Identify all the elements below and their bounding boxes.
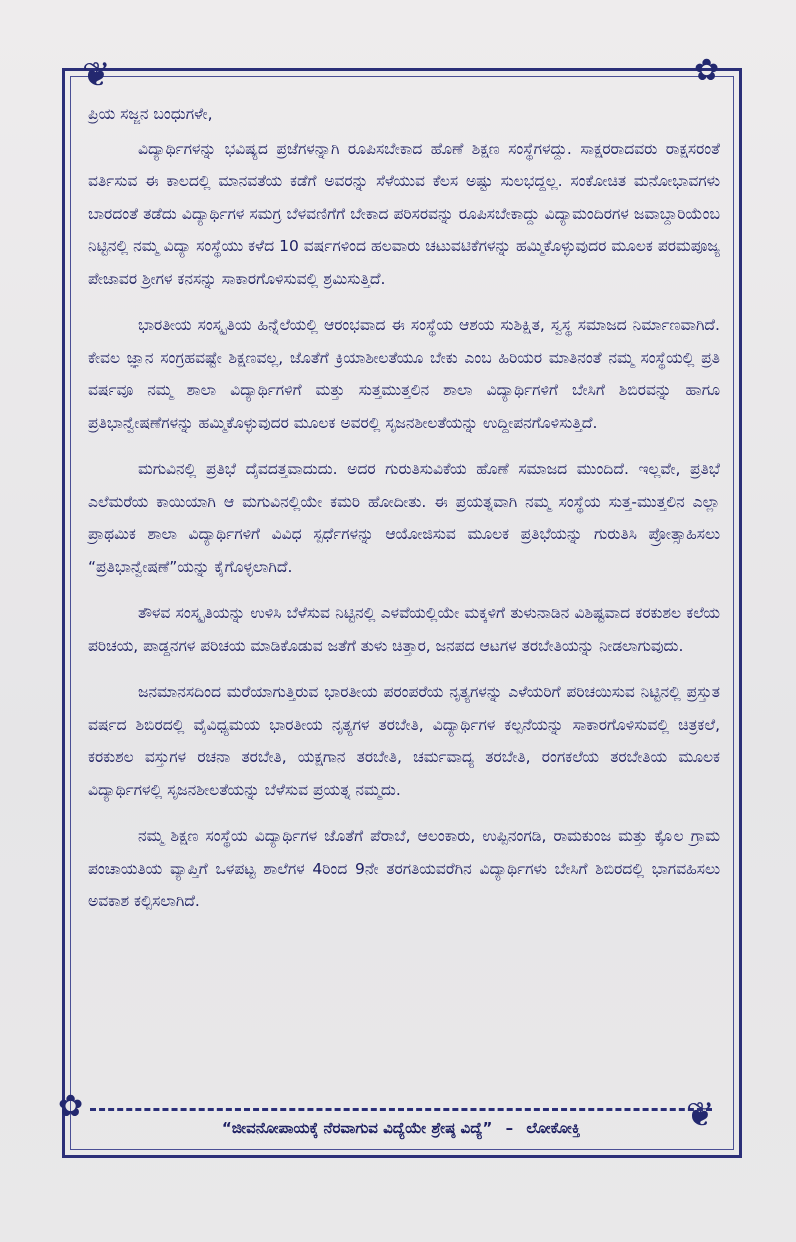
paragraph-6: ನಮ್ಮ ಶಿಕ್ಷಣ ಸಂಸ್ಥೆಯ ವಿದ್ಯಾರ್ಥಿಗಳ ಜೊತೆಗೆ ಪೆರಾಬೆ, ಆಲಂಕಾರು, ಉಪ್ಪಿನಂಗಡಿ, ರಾಮಕುಂಜ ಮತ್ತು ಕೊೖಲ ಗ್ರಾಮ ಪಂಚಾಯತಿಯ ವ್ಯಾಪ್ತಿಗೆ ಒಳಪಟ್ಟ ಶಾಲೆಗಳ 4ರಿಂದ 9ನೇ ತರಗತಿಯವರೆಗಿನ ವಿದ್ಯಾರ್ಥಿಗಳು ಬೇಸಿಗೆ ಶಿಬಿರದಲ್ಲಿ ಭಾಗವಹಿಸಲು ಅವಕಾಶ ಕಲ್ಪಿಸಲಾಗಿದೆ. bbox=[88, 827, 720, 910]
footer-quote: “ಜೀವನೋಪಾಯಕ್ಕೆ ನೆರವಾಗುವ ವಿದ್ಯೆಯೇ ಶ್ರೇಷ್ಠ ವಿದ್ಯೆ” bbox=[221, 1119, 493, 1137]
paragraph-4: ತೌಳವ ಸಂಸ್ಕೃತಿಯನ್ನು ಉಳಿಸಿ ಬೆಳೆಸುವ ನಿಟ್ಟಿನಲ್ಲಿ ಎಳವೆಯಲ್ಲಿಯೇ ಮಕ್ಕಳಿಗೆ ತುಳುನಾಡಿನ ವಿಶಿಷ್ಟವಾದ ಕರಕುಶಲ ಕಲೆಯ ಪರಿಚಯ, ಪಾಡ್ದನಗಳ ಪರಿಚಯ ಮಾಡಿಕೊಡುವ ಜತೆಗೆ ತುಳು ಚಿತ್ತಾರ, ಜನಪದ ಆಟಗಳ ತರಬೇತಿಯನ್ನು ನೀಡಲಾಗುವುದು. bbox=[88, 604, 720, 655]
paragraph-3: ಮಗುವಿನಲ್ಲಿ ಪ್ರತಿಭೆ ದೈವದತ್ತವಾದುದು. ಅದರ ಗುರುತಿಸುವಿಕೆಯ ಹೊಣೆ ಸಮಾಜದ ಮುಂದಿದೆ. ಇಲ್ಲವೇ, ಪ್ರತಿಭೆ ಎಲೆಮರೆಯ ಕಾಯಿಯಾಗಿ ಆ ಮಗುವಿನಲ್ಲಿಯೇ ಕಮರಿ ಹೋದೀತು. ಈ ಪ್ರಯತ್ನವಾಗಿ ನಮ್ಮ ಸಂಸ್ಥೆಯ ಸುತ್ತ-ಮುತ್ತಲಿನ ಎಲ್ಲಾ ಪ್ರಾಥಮಿಕ ಶಾಲಾ ವಿದ್ಯಾರ್ಥಿಗಳಿಗೆ ವಿವಿಧ ಸ್ಪರ್ಧೆಗಳನ್ನು ಆಯೋಜಿಸುವ ಮೂಲಕ ಪ್ರತಿಭೆಯನ್ನು ಗುರುತಿಸಿ ಪ್ರೋತ್ಸಾಹಿಸಲು “ಪ್ರತಿಭಾನ್ವೇಷಣೆ”ಯನ್ನು ಕೈಗೊಳ್ಳಲಾಗಿದೆ. bbox=[88, 460, 720, 576]
paragraph-2: ಭಾರತೀಯ ಸಂಸ್ಕೃತಿಯ ಹಿನ್ನೆಲೆಯಲ್ಲಿ ಆರಂಭವಾದ ಈ ಸಂಸ್ಥೆಯ ಆಶಯ ಸುಶಿಕ್ಷಿತ, ಸ್ವಸ್ಥ ಸಮಾಜದ ನಿರ್ಮಾಣವಾಗಿದೆ. ಕೇವಲ ಜ್ಞಾನ ಸಂಗ್ರಹವಷ್ಟೇ ಶಿಕ್ಷಣವಲ್ಲ, ಜೊತೆಗೆ ಕ್ರಿಯಾಶೀಲತೆಯೂ ಬೇಕು ಎಂಬ ಹಿರಿಯರ ಮಾತಿನಂತೆ ನಮ್ಮ ಸಂಸ್ಥೆಯಲ್ಲಿ ಪ್ರತಿ ವರ್ಷವೂ ನಮ್ಮ ಶಾಲಾ ವಿದ್ಯಾರ್ಥಿಗಳಿಗೆ ಮತ್ತು ಸುತ್ತಮುತ್ತಲಿನ ಶಾಲಾ ವಿದ್ಯಾರ್ಥಿಗಳಿಗೆ ಬೇಸಿಗೆ ಶಿಬಿರವನ್ನು ಹಾಗೂ ಪ್ರತಿಭಾನ್ವೇಷಣೆಗಳನ್ನು ಹಮ್ಮಿಕೊಳ್ಳುವುದರ ಮೂಲಕ ಅವರಲ್ಲಿ ಸೃಜನಶೀಲತೆಯನ್ನು ಉದ್ದೀಪನಗೊಳಿಸುತ್ತಿದೆ. bbox=[88, 316, 720, 432]
salutation: ಪ್ರಿಯ ಸಜ್ಜನ ಬಂಧುಗಳೇ, bbox=[88, 105, 213, 123]
floral-corner-ornament-icon: ❦ bbox=[686, 1095, 715, 1135]
floral-corner-ornament-icon: ❦ bbox=[82, 55, 111, 95]
paragraph-1: ವಿದ್ಯಾರ್ಥಿಗಳನ್ನು ಭವಿಷ್ಯದ ಪ್ರಜೆಗಳನ್ನಾಗಿ ರೂಪಿಸಬೇಕಾದ ಹೊಣೆ ಶಿಕ್ಷಣ ಸಂಸ್ಥೆಗಳದ್ದು. ಸಾಕ್ಷರರಾದವರು ರಾಕ್ಷಸರಂತೆ ವರ್ತಿಸುವ ಈ ಕಾಲದಲ್ಲಿ ಮಾನವತೆಯ ಕಡೆಗೆ ಅವರನ್ನು ಸೆಳೆಯುವ ಕೆಲಸ ಅಷ್ಟು ಸುಲಭದ್ದಲ್ಲ. ಸಂಕೋಚಿತ ಮನೋಭಾವಗಳು ಬಾರದಂತೆ ತಡೆದು ವಿದ್ಯಾರ್ಥಿಗಳ ಸಮಗ್ರ ಬೆಳವಣಿಗೆಗೆ ಬೇಕಾದ ಪರಿಸರವನ್ನು ರೂಪಿಸಬೇಕಾದ್ದು ವಿದ್ಯಾಮಂದಿರಗಳ ಜವಾಬ್ದಾರಿಯೆಂಬ ನಿಟ್ಟಿನಲ್ಲಿ ನಮ್ಮ ವಿದ್ಯಾ ಸಂಸ್ಥೆಯು ಕಳೆದ 10 ವರ್ಷಗಳಿಂದ ಹಲವಾರು ಚಟುವಟಿಕೆಗಳನ್ನು ಹಮ್ಮಿಕೊಳ್ಳುವುದರ ಮೂಲಕ ಪರಮಪೂಜ್ಯ ಪೇಜಾವರ ಶ್ರೀಗಳ ಕನಸನ್ನು ಸಾಕಾರಗೊಳಿಸುವಲ್ಲಿ ಶ್ರಮಿಸುತ್ತಿದೆ. bbox=[88, 139, 720, 288]
document-body bbox=[88, 98, 720, 932]
paragraph-5: ಜನಮಾನಸದಿಂದ ಮರೆಯಾಗುತ್ತಿರುವ ಭಾರತೀಯ ಪರಂಪರೆಯ ನೃತ್ಯಗಳನ್ನು ಎಳೆಯರಿಗೆ ಪರಿಚಯಿಸುವ ನಿಟ್ಟಿನಲ್ಲಿ ಪ್ರಸ್ತುತ ವರ್ಷದ ಶಿಬಿರದಲ್ಲಿ ವೈವಿಧ್ಯಮಯ ಭಾರತೀಯ ನೃತ್ಯಗಳ ತರಬೇತಿ, ವಿದ್ಯಾರ್ಥಿಗಳ ಕಲ್ಪನೆಯನ್ನು ಸಾಕಾರಗೊಳಿಸುವಲ್ಲಿ ಚಿತ್ರಕಲೆ, ಕರಕುಶಲ ವಸ್ತುಗಳ ರಚನಾ ತರಬೇತಿ, ಯಕ್ಷಗಾನ ತರಬೇತಿ, ಚರ್ಮವಾದ್ಯ ತರಬೇತಿ, ರಂಗಕಲೆಯ ತರಬೇತಿಯ ಮೂಲಕ ವಿದ್ಯಾರ್ಥಿಗಳಲ್ಲಿ ಸೃಜನಶೀಲತೆಯನ್ನು ಬೆಳೆಸುವ ಪ್ರಯತ್ನ ನಮ್ಮದು. bbox=[88, 683, 720, 799]
footer-quote-line bbox=[90, 1119, 712, 1137]
floral-corner-ornament-icon: ✿ bbox=[58, 1089, 84, 1124]
floral-corner-ornament-icon: ✿ bbox=[694, 53, 720, 88]
footer-separator: – bbox=[505, 1119, 514, 1137]
footer-attribution: ಲೋಕೋಕ್ತಿ bbox=[526, 1119, 581, 1137]
dashed-divider bbox=[90, 1108, 712, 1111]
